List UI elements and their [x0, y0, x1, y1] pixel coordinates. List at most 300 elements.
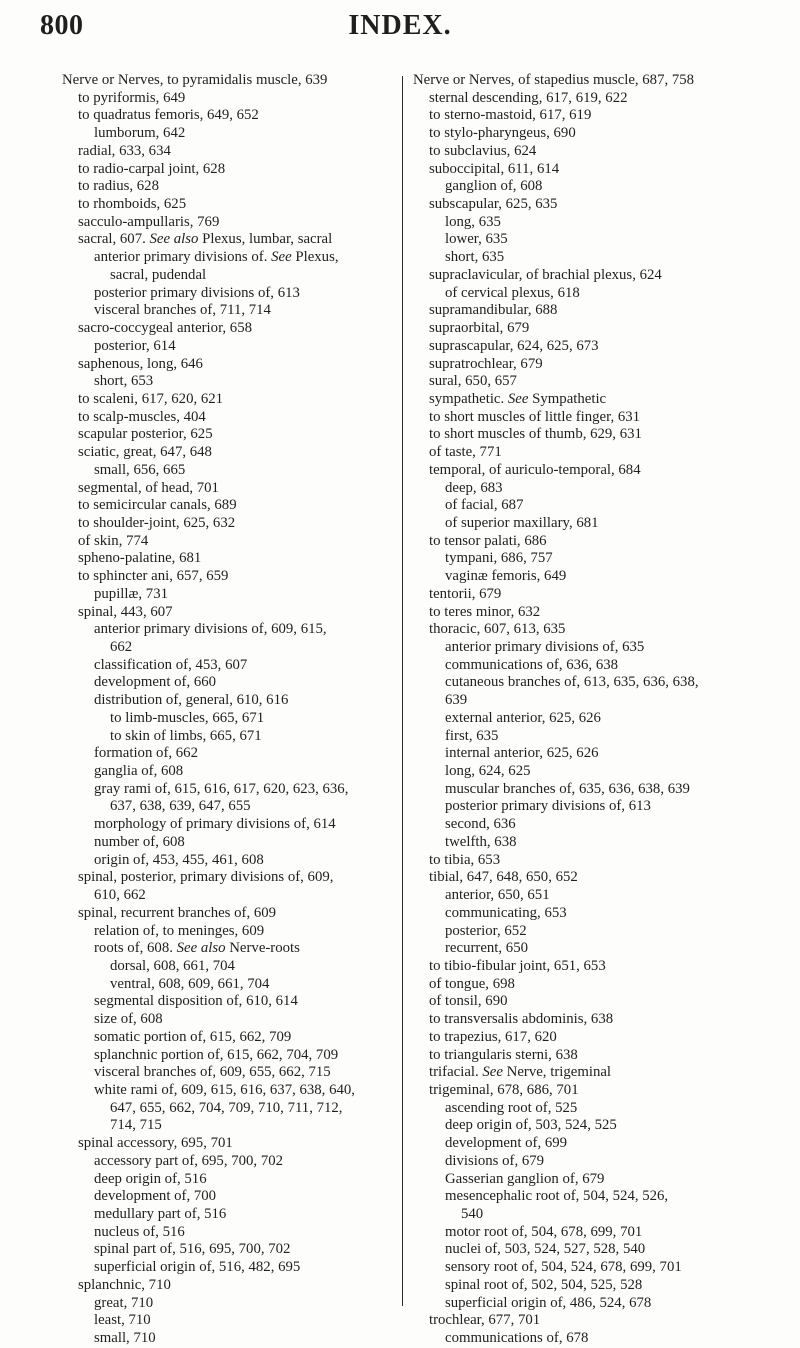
entry-text: posterior, 652 [445, 922, 527, 939]
entry-text: morphology of primary divisions of, 614 [94, 816, 336, 833]
index-entry [413, 1224, 785, 1242]
entry-text: to shoulder-joint, 625, 632 [78, 514, 236, 531]
index-entry [62, 798, 422, 816]
see-reference: See also [149, 231, 199, 248]
entry-text: long, 635 [445, 213, 501, 230]
entry-text: to sterno-mastoid, 617, 619 [429, 107, 592, 124]
index-entry [413, 604, 785, 622]
index-entry [62, 285, 422, 303]
entry-text: recurrent, 650 [445, 940, 528, 957]
index-entry [62, 923, 422, 941]
index-entry [62, 710, 422, 728]
index-entry [62, 1029, 422, 1047]
index-entry [62, 90, 422, 108]
entry-text: development of, 699 [445, 1135, 568, 1152]
index-entry [62, 1171, 422, 1189]
index-entry [413, 586, 785, 604]
index-entry [413, 373, 785, 391]
entry-text: long, 624, 625 [445, 763, 531, 780]
index-entry [413, 267, 785, 285]
index-entry [62, 391, 422, 409]
index-entry [62, 1011, 422, 1029]
index-entry [62, 940, 422, 958]
entry-text: splanchnic, 710 [78, 1276, 171, 1293]
entry-text: to trapezius, 617, 620 [429, 1028, 557, 1045]
index-entry [62, 639, 422, 657]
index-entry [413, 426, 785, 444]
entry-text: temporal, of auriculo-temporal, 684 [429, 461, 641, 478]
entry-text: of superior maxillary, 681 [445, 514, 599, 531]
index-entry [413, 1206, 785, 1224]
entry-text: to radius, 628 [78, 178, 159, 195]
index-entry [62, 763, 422, 781]
index-entry [62, 249, 422, 267]
entry-text: spinal, 443, 607 [78, 603, 173, 620]
index-entry [62, 178, 422, 196]
index-column-left [62, 72, 422, 1348]
index-entry [413, 302, 785, 320]
index-entry [413, 905, 785, 923]
entry-text: to radio-carpal joint, 628 [78, 160, 226, 177]
entry-text: gray rami of, 615, 616, 617, 620, 623, 636, [94, 780, 349, 797]
entry-text: sensory root of, 504, 524, 678, 699, 701 [445, 1259, 682, 1276]
index-entry [62, 728, 422, 746]
index-entry [62, 674, 422, 692]
index-entry [62, 692, 422, 710]
entry-text: sacral, 607. [78, 231, 146, 248]
index-entry [413, 480, 785, 498]
entry-text: anterior primary divisions of, 609, 615, [94, 621, 327, 638]
entry-text: small, 710 [94, 1330, 156, 1347]
index-entry [413, 356, 785, 374]
index-entry [62, 621, 422, 639]
index-entry [62, 586, 422, 604]
index-entry [413, 1330, 785, 1348]
entry-text: to scaleni, 617, 620, 621 [78, 390, 224, 407]
entry-text: anterior, 650, 651 [445, 887, 550, 904]
entry-text: to rhomboids, 625 [78, 196, 187, 213]
entry-text: of tonsil, 690 [429, 993, 508, 1010]
index-entry [413, 444, 785, 462]
entry-text: splanchnic portion of, 615, 662, 704, 709 [94, 1046, 339, 1063]
entry-text: supratrochlear, 679 [429, 355, 543, 372]
entry-text: supraorbital, 679 [429, 320, 530, 337]
index-entry [413, 692, 785, 710]
entry-text: tibial, 647, 648, 650, 652 [429, 869, 578, 886]
entry-text: 610, 662 [94, 887, 146, 904]
index-entry [413, 249, 785, 267]
entry-text: mesencephalic root of, 504, 524, 526, [445, 1188, 669, 1205]
index-entry [62, 745, 422, 763]
index-entry [413, 178, 785, 196]
index-entry [62, 161, 422, 179]
index-entry [413, 923, 785, 941]
entry-text: to tibio-fibular joint, 651, 653 [429, 957, 606, 974]
entry-text: to transversalis abdominis, 638 [429, 1011, 614, 1028]
entry-reference-target: Sympathetic [532, 390, 607, 407]
index-entry [62, 550, 422, 568]
index-entry [62, 852, 422, 870]
entry-text: communications of, 636, 638 [445, 656, 619, 673]
index-entry [62, 480, 422, 498]
entry-text: Nerve or Nerves, of stapedius muscle, 687, 758 [413, 72, 695, 88]
entry-text: number of, 608 [94, 833, 185, 850]
entry-text: communicating, 653 [445, 904, 567, 921]
index-entry [413, 72, 785, 90]
see-reference: See also [176, 940, 226, 957]
index-entry [413, 710, 785, 728]
index-entry [413, 1029, 785, 1047]
index-entry [413, 1011, 785, 1029]
index-entry [413, 90, 785, 108]
entry-text: to quadratus femoris, 649, 652 [78, 107, 259, 124]
entry-text: ganglion of, 608 [445, 178, 543, 195]
entry-text: posterior, 614 [94, 337, 176, 354]
index-entry [413, 1241, 785, 1259]
index-entry [413, 1100, 785, 1118]
entry-text: 714, 715 [110, 1117, 162, 1134]
index-entry [62, 373, 422, 391]
entry-text: muscular branches of, 635, 636, 638, 639 [445, 780, 690, 797]
entry-text: sacro-coccygeal anterior, 658 [78, 320, 253, 337]
entry-text: great, 710 [94, 1294, 154, 1311]
entry-text: visceral branches of, 609, 655, 662, 715 [94, 1064, 331, 1081]
entry-text: 662 [110, 639, 133, 655]
index-entry [62, 1082, 422, 1100]
entry-text: to stylo-pharyngeus, 690 [429, 125, 576, 142]
entry-text: scapular posterior, 625 [78, 426, 213, 443]
index-entry [62, 604, 422, 622]
entry-text: superficial origin of, 516, 482, 695 [94, 1259, 301, 1276]
entry-text: sural, 650, 657 [429, 373, 517, 390]
entry-text: radial, 633, 634 [78, 142, 171, 159]
index-entry [62, 1047, 422, 1065]
index-entry [413, 1295, 785, 1313]
index-entry [413, 161, 785, 179]
entry-text: sacral, pudendal [110, 266, 207, 283]
entry-text: ganglia of, 608 [94, 763, 184, 780]
index-entry [62, 958, 422, 976]
index-entry [413, 125, 785, 143]
index-entry [62, 1241, 422, 1259]
entry-text: spinal root of, 502, 504, 525, 528 [445, 1276, 643, 1293]
entry-text: lower, 635 [445, 231, 508, 248]
index-entry [62, 1206, 422, 1224]
entry-text: ascending root of, 525 [445, 1099, 578, 1116]
index-entry [413, 940, 785, 958]
entry-text: sciatic, great, 647, 648 [78, 444, 212, 461]
entry-text: to scalp-muscles, 404 [78, 408, 206, 425]
entry-text: subscapular, 625, 635 [429, 196, 558, 213]
entry-text: to tibia, 653 [429, 851, 501, 868]
entry-text: external anterior, 625, 626 [445, 709, 601, 726]
index-entry [413, 409, 785, 427]
entry-text: short, 635 [445, 249, 505, 266]
entry-text: of facial, 687 [445, 497, 524, 514]
index-entry [62, 1259, 422, 1277]
entry-text: sympathetic. [429, 390, 505, 407]
entry-text: least, 710 [94, 1312, 151, 1329]
entry-text: second, 636 [445, 816, 516, 833]
entry-text: trifacial. [429, 1064, 479, 1081]
entry-text: to tensor palati, 686 [429, 532, 547, 549]
index-entry [62, 1135, 422, 1153]
entry-text: supraclavicular, of brachial plexus, 624 [429, 266, 662, 283]
entry-text: suboccipital, 611, 614 [429, 160, 560, 177]
page-header [0, 10, 800, 54]
index-entry [413, 993, 785, 1011]
entry-text: spinal, posterior, primary divisions of, 609, [78, 869, 334, 886]
entry-text: development of, 700 [94, 1188, 217, 1205]
column-divider [402, 76, 403, 1306]
index-entry [413, 285, 785, 303]
entry-text: cutaneous branches of, 613, 635, 636, 638, [445, 674, 699, 691]
index-entry [62, 834, 422, 852]
index-entry [62, 196, 422, 214]
entry-text: to semicircular canals, 689 [78, 497, 237, 514]
entry-text: supramandibular, 688 [429, 302, 558, 319]
entry-text: thoracic, 607, 613, 635 [429, 621, 566, 638]
entry-text: short, 653 [94, 373, 154, 390]
entry-text: to teres minor, 632 [429, 603, 541, 620]
entry-text: Gasserian ganglion of, 679 [445, 1170, 605, 1187]
entry-text: sacculo-ampullaris, 769 [78, 213, 220, 230]
index-entry [413, 1047, 785, 1065]
entry-text: 647, 655, 662, 704, 709, 710, 711, 712, [110, 1099, 343, 1116]
see-reference: See [482, 1064, 503, 1081]
index-entry [62, 72, 422, 90]
entry-text: to triangularis sterni, 638 [429, 1046, 578, 1063]
entry-text: 639 [445, 692, 468, 709]
entry-text: of skin, 774 [78, 532, 149, 549]
entry-text: superficial origin of, 486, 524, 678 [445, 1294, 652, 1311]
index-entry [413, 214, 785, 232]
page-number: 800 [40, 10, 84, 41]
index-entry [413, 497, 785, 515]
index-entry [413, 231, 785, 249]
entry-text: internal anterior, 625, 626 [445, 745, 599, 762]
entry-text: development of, 660 [94, 674, 217, 691]
index-entry [413, 515, 785, 533]
entry-text: pupillæ, 731 [94, 585, 168, 602]
entry-text: vaginæ femoris, 649 [445, 568, 567, 585]
index-entry [413, 887, 785, 905]
entry-text: nuclei of, 503, 524, 527, 528, 540 [445, 1241, 646, 1258]
index-entry [413, 1188, 785, 1206]
index-entry [62, 816, 422, 834]
entry-text: dorsal, 608, 661, 704 [110, 957, 235, 974]
index-entry [62, 302, 422, 320]
index-entry [62, 497, 422, 515]
entry-text: roots of, 608. [94, 940, 173, 957]
entry-text: suprascapular, 624, 625, 673 [429, 337, 599, 354]
page-title: INDEX. [348, 10, 452, 41]
entry-text: to limb-muscles, 665, 671 [110, 709, 265, 726]
index-entry [413, 550, 785, 568]
index-entry [413, 728, 785, 746]
index-entry [413, 852, 785, 870]
entry-text: of cervical plexus, 618 [445, 284, 580, 301]
entry-text: medullary part of, 516 [94, 1206, 227, 1222]
index-entry [62, 338, 422, 356]
entry-text: anterior primary divisions of. [94, 249, 268, 266]
entry-text: somatic portion of, 615, 662, 709 [94, 1028, 292, 1045]
index-entry [62, 976, 422, 994]
entry-text: visceral branches of, 711, 714 [94, 302, 271, 319]
entry-text: motor root of, 504, 678, 699, 701 [445, 1223, 643, 1240]
index-entry [413, 1117, 785, 1135]
entry-text: segmental disposition of, 610, 614 [94, 993, 298, 1010]
entry-text: nucleus of, 516 [94, 1223, 185, 1240]
index-entry [62, 781, 422, 799]
index-entry [413, 639, 785, 657]
index-entry [62, 462, 422, 480]
entry-text: of tongue, 698 [429, 975, 515, 992]
index-column-right [413, 72, 785, 1348]
index-entry [413, 674, 785, 692]
entry-text: first, 635 [445, 727, 499, 744]
entry-text: relation of, to meninges, 609 [94, 922, 265, 939]
entry-reference-target: Nerve, trigeminal [506, 1064, 612, 1081]
index-entry [413, 107, 785, 125]
index-entry [62, 143, 422, 161]
index-entry [413, 568, 785, 586]
index-entry [413, 1171, 785, 1189]
entry-text: spinal accessory, 695, 701 [78, 1135, 233, 1152]
index-entry [413, 1064, 785, 1082]
index-entry [413, 1082, 785, 1100]
entry-text: deep origin of, 516 [94, 1170, 207, 1187]
index-entry [413, 763, 785, 781]
entry-text: trochlear, 677, 701 [429, 1312, 541, 1329]
entry-text: tentorii, 679 [429, 585, 502, 602]
entry-text: spinal part of, 516, 695, 700, 702 [94, 1241, 291, 1258]
index-entry [413, 1153, 785, 1171]
entry-text: to short muscles of thumb, 629, 631 [429, 426, 642, 443]
entry-text: to skin of limbs, 665, 671 [110, 727, 262, 744]
index-entry [62, 1330, 422, 1348]
entry-reference-target: Nerve-roots [229, 940, 300, 957]
see-reference: See [271, 249, 292, 266]
entry-text: tympani, 686, 757 [445, 550, 553, 567]
index-entry [413, 196, 785, 214]
index-entry [62, 1295, 422, 1313]
index-entry [413, 657, 785, 675]
entry-text: trigeminal, 678, 686, 701 [429, 1081, 579, 1098]
index-entry [62, 1100, 422, 1118]
entry-text: lumborum, 642 [94, 125, 186, 142]
entry-text: posterior primary divisions of, 613 [445, 798, 651, 815]
index-entry [62, 409, 422, 427]
index-entry [413, 781, 785, 799]
index-entry [62, 568, 422, 586]
index-entry [62, 125, 422, 143]
index-entry [62, 231, 422, 249]
entry-text: 637, 638, 639, 647, 655 [110, 798, 251, 815]
index-entry [62, 1117, 422, 1135]
index-entry [62, 1153, 422, 1171]
index-entry [62, 444, 422, 462]
entry-text: deep, 683 [445, 479, 503, 496]
entry-text: twelfth, 638 [445, 833, 517, 850]
entry-text: distribution of, general, 610, 616 [94, 692, 289, 709]
index-entry [62, 993, 422, 1011]
entry-text: posterior primary divisions of, 613 [94, 284, 300, 301]
index-entry [62, 1188, 422, 1206]
entry-reference-target: Plexus, [295, 249, 339, 266]
index-entry [62, 869, 422, 887]
index-entry [413, 816, 785, 834]
index-entry [62, 426, 422, 444]
index-entry [62, 1064, 422, 1082]
entry-text: to pyriformis, 649 [78, 89, 186, 106]
entry-text: sternal descending, 617, 619, 622 [429, 89, 628, 106]
index-entry [413, 320, 785, 338]
index-entry [413, 869, 785, 887]
entry-text: formation of, 662 [94, 745, 198, 762]
index-entry [413, 621, 785, 639]
index-entry [62, 657, 422, 675]
entry-text: accessory part of, 695, 700, 702 [94, 1152, 284, 1169]
entry-text: 540 [461, 1206, 484, 1222]
index-entry [62, 533, 422, 551]
entry-text: to short muscles of little finger, 631 [429, 408, 641, 425]
index-entry [62, 214, 422, 232]
index-entry [62, 1277, 422, 1295]
entry-text: to sphincter ani, 657, 659 [78, 568, 229, 585]
entry-text: origin of, 453, 455, 461, 608 [94, 851, 264, 868]
index-entry [413, 958, 785, 976]
index-entry [62, 267, 422, 285]
index-entry [413, 1135, 785, 1153]
entry-text: saphenous, long, 646 [78, 355, 203, 372]
entry-text: spinal, recurrent branches of, 609 [78, 904, 277, 921]
index-entry [62, 320, 422, 338]
entry-text: segmental, of head, 701 [78, 479, 219, 496]
index-entry [62, 107, 422, 125]
index-entry [413, 462, 785, 480]
index-entry [413, 143, 785, 161]
entry-text: classification of, 453, 607 [94, 656, 248, 673]
entry-text: divisions of, 679 [445, 1152, 545, 1169]
index-entry [413, 798, 785, 816]
index-entry [62, 1312, 422, 1330]
entry-text: spheno-palatine, 681 [78, 550, 202, 567]
index-entry [413, 834, 785, 852]
see-reference: See [507, 390, 529, 407]
entry-text: size of, 608 [94, 1011, 163, 1028]
index-entry [413, 338, 785, 356]
index-entry [413, 1312, 785, 1330]
index-entry [62, 887, 422, 905]
entry-text: ventral, 608, 609, 661, 704 [110, 975, 270, 992]
index-entry [62, 905, 422, 923]
entry-reference-target: Plexus, lumbar, sacral [202, 231, 333, 248]
index-entry [413, 745, 785, 763]
entry-text: to subclavius, 624 [429, 142, 537, 159]
index-entry [62, 515, 422, 533]
index-entry [413, 391, 785, 409]
entry-text: deep origin of, 503, 524, 525 [445, 1117, 617, 1134]
index-entry [413, 533, 785, 551]
entry-text: Nerve or Nerves, to pyramidalis muscle, 639 [62, 72, 328, 88]
entry-text: white rami of, 609, 615, 616, 637, 638, 640, [94, 1081, 355, 1098]
index-entry [62, 1224, 422, 1242]
index-entry [413, 976, 785, 994]
entry-text: anterior primary divisions of, 635 [445, 639, 645, 655]
entry-text: of taste, 771 [429, 444, 502, 461]
index-entry [413, 1277, 785, 1295]
